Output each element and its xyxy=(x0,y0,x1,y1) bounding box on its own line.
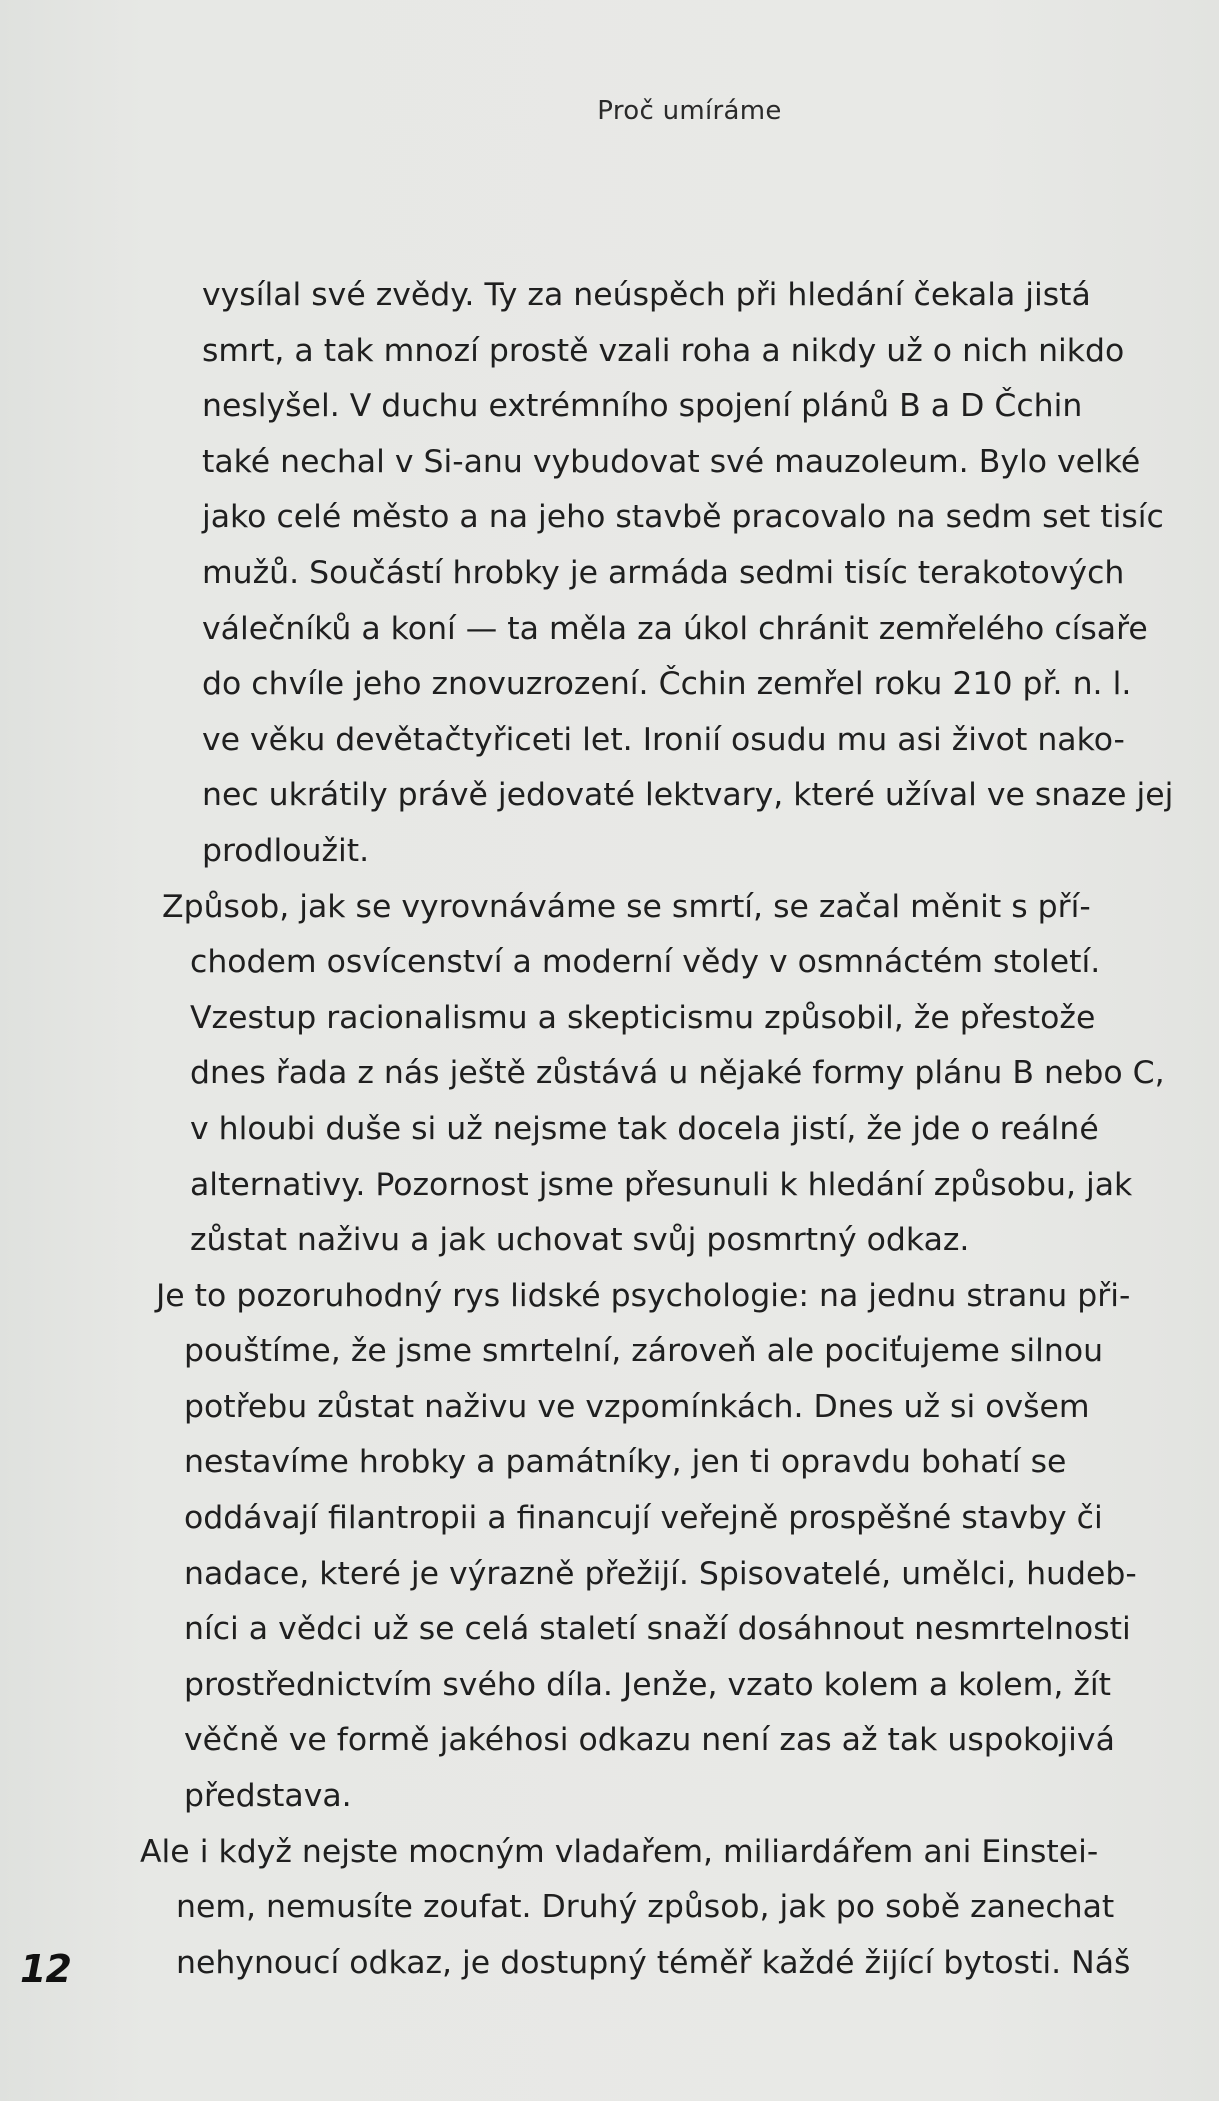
text-line: nehynoucí odkaz, je dostupný téměř každé žijící bytosti. Náš xyxy=(176,1944,1131,1981)
text-line: válečníků a koní — ta měla za úkol chránit zemřelého císaře xyxy=(202,610,1148,647)
text-line: vysílal své zvědy. Ty za neúspěch při hledání čekala jistá xyxy=(202,277,1091,313)
text-line: pouštíme, že jsme smrtelní, zároveň ale pociťujeme silnou xyxy=(184,1333,1104,1370)
text-line: také nechal v Si-anu vybudovat své mauzoleum. Bylo velké xyxy=(202,443,1141,480)
text-line: mužů. Součástí hrobky je armáda sedmi tisíc terakotových xyxy=(202,554,1125,591)
text-line: nem, nemusíte zoufat. Druhý způsob, jak po sobě zanechat xyxy=(176,1889,1115,1926)
text-line: věčně ve formě jakéhosi odkazu není zas až tak uspokojivá xyxy=(184,1722,1115,1759)
text-line: nadace, které je výrazně přežijí. Spisovatelé, umělci, hudeb- xyxy=(184,1555,1137,1592)
text-line: chodem osvícenství a moderní vědy v osmnáctém století. xyxy=(190,944,1101,981)
text-line: nestavíme hrobky a památníky, jen ti opravdu bohatí se xyxy=(184,1444,1067,1481)
text-line: potřebu zůstat naživu ve vzpomínkách. Dnes už si ovšem xyxy=(184,1388,1090,1425)
text-line: jako celé město a na jeho stavbě pracovalo na sedm set tisíc xyxy=(202,499,1164,536)
text-line: prodloužit. xyxy=(202,832,370,869)
text-line: nec ukrátily právě jedovaté lektvary, které užíval ve snaze jej xyxy=(202,777,1174,814)
paragraph-start-line: Je to pozoruhodný rys lidské psychologie: na jednu stranu při- xyxy=(156,1277,1131,1314)
body-text xyxy=(140,268,1185,1991)
paragraph-start-line: Způsob, jak se vyrovnáváme se smrtí, se začal měnit s pří- xyxy=(162,888,1091,925)
text-line: do chvíle jeho znovuzrození. Čchin zemřel roku 210 př. n. l. xyxy=(202,666,1132,703)
text-line: smrt, a tak mnozí prostě vzali roha a nikdy už o nich nikdo xyxy=(202,332,1125,369)
page-number: 12 xyxy=(20,1947,71,1991)
text-line: neslyšel. V duchu extrémního spojení plánů B a D Čchin xyxy=(202,388,1083,425)
running-header: Proč umíráme xyxy=(597,96,782,126)
text-line: v hloubi duše si už nejsme tak docela jistí, že jde o reálné xyxy=(190,1110,1099,1147)
text-line: Vzestup racionalismu a skepticismu způsobil, že přestože xyxy=(190,999,1096,1036)
text-line: představa. xyxy=(184,1778,352,1815)
text-line: ve věku devětačtyřiceti let. Ironií osudu mu asi život nako- xyxy=(202,721,1125,758)
text-line: prostřednictvím svého díla. Jenže, vzato kolem a kolem, žít xyxy=(184,1666,1112,1703)
text-line: zůstat naživu a jak uchovat svůj posmrtný odkaz. xyxy=(190,1222,970,1259)
text-line: dnes řada z nás ještě zůstává u nějaké formy plánu B nebo C, xyxy=(190,1055,1165,1092)
text-line: níci a vědci už se celá staletí snaží dosáhnout nesmrtelnosti xyxy=(184,1611,1131,1648)
paragraph-start-line: Ale i když nejste mocným vladařem, miliardářem ani Einstei- xyxy=(140,1833,1099,1870)
text-line: alternativy. Pozornost jsme přesunuli k hledání způsobu, jak xyxy=(190,1166,1133,1203)
text-line: oddávají filantropii a financují veřejně prospěšné stavby či xyxy=(184,1500,1103,1537)
